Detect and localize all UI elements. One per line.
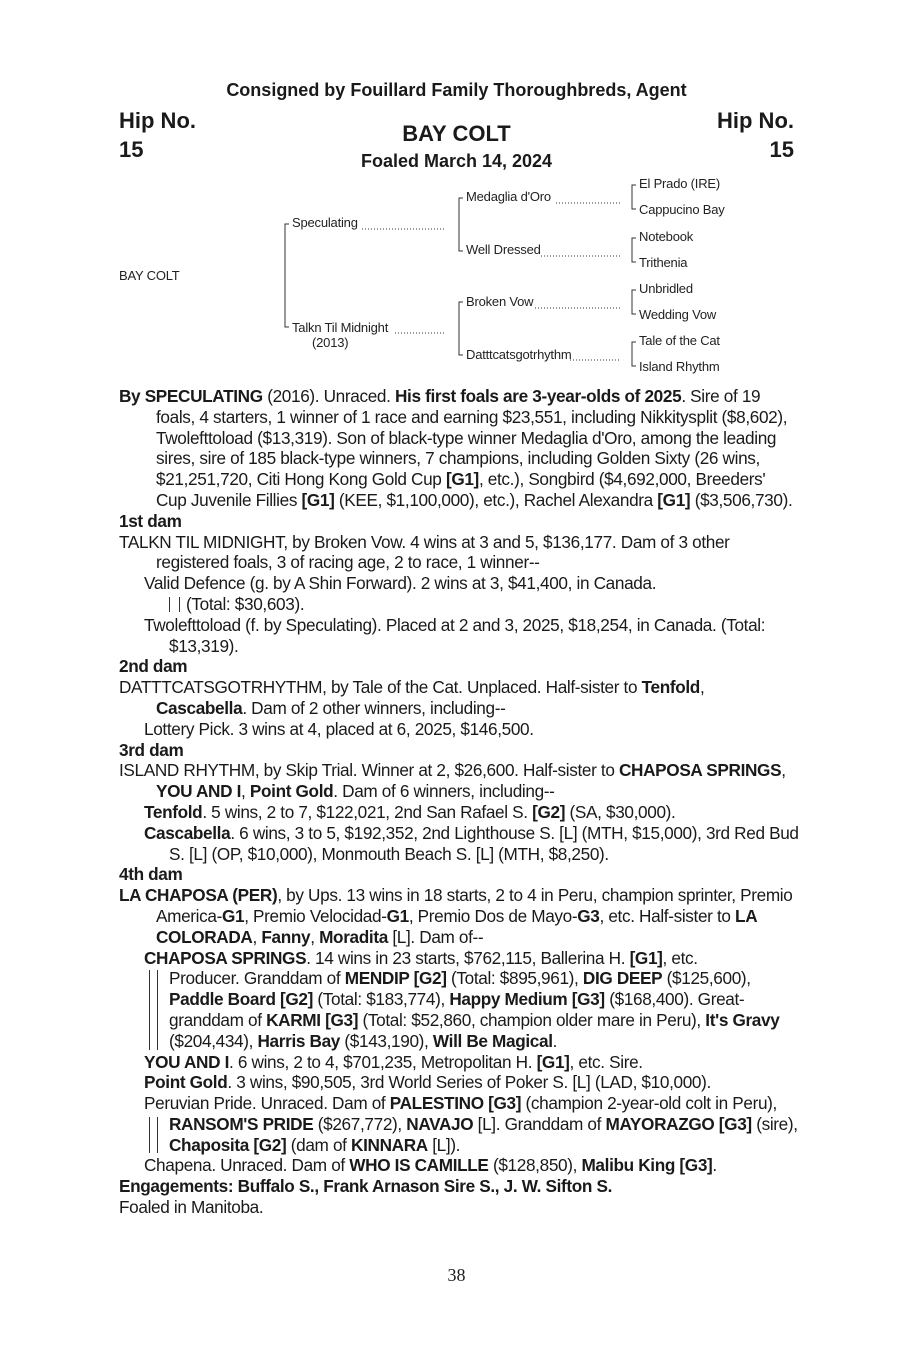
text: Harris Bay	[257, 1030, 340, 1051]
text: Tenfold	[641, 677, 700, 698]
text: Chaposita [G2]	[169, 1134, 287, 1155]
foal-entry	[119, 1093, 799, 1155]
pedigree-gen4-5: Unbridled	[639, 281, 693, 296]
text: G1	[386, 905, 409, 926]
text: His first foals are 3-year-olds of 2025	[395, 386, 682, 406]
pedigree-gen4-3: Notebook	[639, 229, 694, 244]
foaled-in-line: Foaled in Manitoba.	[119, 1197, 264, 1218]
grade: [G1]	[445, 469, 479, 490]
sire-paragraph	[119, 386, 799, 511]
third-dam-heading: 3rd dam	[119, 739, 184, 760]
text: It's Gravy	[705, 1009, 780, 1030]
text: Fanny	[261, 926, 311, 947]
text: [L]. Granddam of	[473, 1113, 606, 1134]
text: .	[712, 1155, 717, 1176]
foaled-date: Foaled March 14, 2024	[360, 151, 553, 171]
text: (Total: $895,961),	[446, 968, 583, 989]
text: (Total: $30,603).	[186, 593, 305, 614]
foal-entry	[119, 1052, 799, 1073]
text: LA CHAPOSA (PER)	[119, 885, 278, 906]
text: NAVAJO	[406, 1113, 474, 1134]
text: Chapena. Unraced. Dam of	[144, 1155, 350, 1176]
text: ($3,506,730).	[690, 489, 793, 510]
text: , Premio Velocidad-	[244, 905, 387, 926]
pedigree-gen4-8: Island Rhythm	[639, 359, 720, 374]
produce-bar	[157, 1117, 158, 1153]
text: ISLAND RHYTHM, by Skip Trial. Winner at 2, $26,600. Half-sister to	[119, 760, 619, 781]
text: . 14 wins in 23 starts, $762,115, Ballerina H.	[306, 947, 630, 968]
pedigree-dam: Talkn Til Midnight	[292, 320, 389, 335]
text: , etc. Sire.	[569, 1051, 643, 1072]
text: LA COLORADA	[156, 905, 757, 947]
text: . Dam of 6 winners, including--	[333, 781, 555, 802]
text: Point Gold	[144, 1072, 228, 1093]
text: MENDIP [G2]	[344, 968, 447, 989]
text: ($204,434),	[169, 1030, 258, 1051]
text: KINNARA	[351, 1134, 428, 1155]
text: KARMI [G3]	[266, 1009, 359, 1030]
foal-entry	[119, 802, 799, 823]
text: , by Ups. 13 wins in 18 starts, 2 to 4 in Peru, champion sprinter, Premio America-	[156, 885, 793, 926]
text: Producer. Granddam of	[169, 968, 345, 989]
text: Happy Medium [G3]	[449, 989, 605, 1010]
foal-entry	[119, 948, 799, 969]
hip-label: Hip No.	[119, 108, 196, 133]
text: Moradita	[319, 926, 388, 947]
pedigree-dam-sire: Broken Vow	[466, 294, 534, 309]
text: [L]. Dam of--	[387, 926, 484, 947]
text: G1	[221, 905, 245, 926]
text: . Sire of 19 foals, 4 starters, 1 winner of 1 race and earning $23,551, including Nikkitysplit ($8,602), Twolefttoload ($13,319). Son of black-type winner Medaglia d'Oro, among the leading sires, sire of 185 black-type winners, 7 champions, including Golden Sixty (26 wins, $21,251,720, Citi Hong Kong Gold Cup	[156, 386, 788, 490]
text: CHAPOSA SPRINGS	[144, 947, 307, 968]
text: (sire),	[751, 1113, 798, 1134]
produce-bar	[149, 1117, 150, 1153]
pedigree-brackets	[0, 0, 913, 390]
text: (champion 2-year-old colt in Peru),	[521, 1093, 777, 1114]
producer-block	[119, 968, 799, 1051]
foal-entry	[119, 1072, 799, 1093]
pedigree-gen4-6: Wedding Vow	[639, 307, 717, 322]
pedigree-subject: BAY COLT	[119, 268, 180, 283]
text: , Premio Dos de Mayo-	[408, 905, 578, 926]
text: PALESTINO [G3]	[389, 1093, 522, 1114]
text: DIG DEEP	[582, 968, 663, 989]
text: [G1]	[629, 947, 663, 968]
text: Will Be Magical	[432, 1030, 553, 1051]
produce-bar	[169, 597, 180, 612]
text: (dam of	[286, 1134, 352, 1155]
catalogue-page-body	[119, 386, 799, 1218]
text: YOU AND I	[144, 1051, 230, 1072]
text: ,	[781, 760, 786, 781]
text: Point Gold	[249, 781, 334, 802]
text: Malibu King [G3]	[581, 1155, 713, 1176]
text: , etc.), Songbird ($4,692,000, Breeders' Cup Juvenile Fillies	[156, 469, 766, 510]
text: ($267,772),	[313, 1113, 407, 1134]
foal-entry: Lottery Pick. 3 wins at 4, placed at 6, 2025, $146,500.	[144, 718, 534, 739]
consignor-line: Consigned by Fouillard Family Thoroughbreds, Agent	[226, 80, 687, 100]
hip-number: 15	[769, 137, 794, 162]
fourth-dam-heading: 4th dam	[119, 864, 183, 885]
foal-entry	[119, 823, 799, 865]
text: ($143,190),	[340, 1030, 433, 1051]
first-dam-paragraph: TALKN TIL MIDNIGHT, by Broken Vow. 4 wins at 3 and 5, $136,177. Dam of 3 other registered foals, 3 of racing age, 2 to race, 1 winner--	[119, 531, 730, 573]
text: (2016). Unraced.	[262, 386, 395, 406]
text: Cascabella	[156, 697, 243, 718]
pedigree-gen4-1: El Prado (IRE)	[639, 176, 721, 191]
grade: [G1]	[657, 489, 691, 510]
text: [G1]	[536, 1051, 570, 1072]
hip-number: 15	[119, 137, 144, 162]
text: ,	[699, 677, 705, 698]
pedigree-dam-dam: Datttcatsgotrhythm	[466, 347, 572, 362]
text: .	[552, 1030, 558, 1051]
text: ($168,400). Great-granddam of	[169, 989, 745, 1030]
hip-label: Hip No.	[717, 108, 794, 133]
pedigree-sire-dam: Well Dressed	[466, 242, 541, 257]
first-dam-heading: 1st dam	[119, 510, 182, 531]
text: . 5 wins, 2 to 7, $122,021, 2nd San Rafael S.	[202, 801, 533, 822]
text: [G2]	[532, 801, 566, 822]
peruvian-pride-block	[119, 1093, 799, 1155]
second-dam-paragraph	[119, 677, 799, 719]
text: . 3 wins, $90,505, 3rd World Series of Poker S. [L] (LAD, $10,000).	[227, 1072, 711, 1093]
text: , etc. Half-sister to	[599, 905, 736, 926]
grade: [G1]	[301, 489, 335, 510]
pedigree-sire-sire: Medaglia d'Oro	[466, 189, 551, 204]
second-dam-heading: 2nd dam	[119, 656, 188, 677]
text: ,	[241, 781, 250, 802]
pedigree-sire: Speculating	[292, 215, 358, 230]
produce-bar	[149, 970, 150, 1049]
text: (KEE, $1,100,000), etc.), Rachel Alexandra	[334, 489, 658, 510]
text: . 6 wins, 3 to 5, $192,352, 2nd Lighthouse S. [L] (MTH, $15,000), 3rd Red Bud S. [L] (OP, $10,000), Monmouth Beach S. [L] (MTH, $8,250).	[169, 822, 799, 864]
produce-bar	[157, 970, 158, 1049]
fourth-dam-paragraph	[119, 885, 799, 947]
text: , etc.	[662, 947, 698, 968]
pedigree-dam-year: (2013)	[312, 335, 349, 350]
text: ($128,850),	[488, 1155, 582, 1176]
pedigree-gen4-2: Cappucino Bay	[639, 202, 725, 217]
text: ,	[310, 926, 320, 947]
foal-entry: Twolefttoload (f. by Speculating). Placed at 2 and 3, 2025, $18,254, in Canada. (Total: $13,319).	[144, 614, 766, 656]
text: DATTTCATSGOTRHYTHM, by Tale of the Cat. Unplaced. Half-sister to	[119, 677, 642, 698]
third-dam-paragraph	[119, 760, 799, 802]
text: (Total: $52,860, champion older mare in Peru),	[358, 1009, 706, 1030]
text: Paddle Board [G2]	[169, 989, 313, 1010]
foal-entry-total	[119, 594, 799, 615]
text: WHO IS CAMILLE	[349, 1155, 489, 1176]
page-number: 38	[447, 1265, 466, 1285]
foal-entry	[119, 1155, 799, 1176]
text: [L]).	[427, 1134, 461, 1155]
text: Peruvian Pride. Unraced. Dam of	[144, 1093, 390, 1114]
foal-entry: Valid Defence (g. by A Shin Forward). 2 wins at 3, $41,400, in Canada.	[144, 573, 657, 594]
text: YOU AND I	[156, 781, 242, 802]
text: MAYORAZGO [G3]	[605, 1113, 752, 1134]
page-title: BAY COLT	[402, 121, 511, 146]
text: Cascabella	[144, 822, 231, 843]
text: RANSOM'S PRIDE	[169, 1113, 314, 1134]
text: . Dam of 2 other winners, including--	[242, 697, 506, 718]
pedigree-gen4-4: Trithenia	[639, 255, 688, 270]
text: ,	[252, 926, 262, 947]
text: G3	[577, 905, 600, 926]
text: Tenfold	[144, 801, 203, 822]
text: ($125,600),	[662, 968, 751, 989]
text: (Total: $183,774),	[313, 989, 450, 1010]
engagements-line: Engagements: Buffalo S., Frank Arnason Sire S., J. W. Sifton S.	[119, 1176, 613, 1197]
text: (SA, $30,000).	[565, 801, 676, 822]
producer-paragraph	[119, 968, 799, 1051]
sire-name: By SPECULATING	[119, 386, 263, 406]
pedigree-gen4-7: Tale of the Cat	[639, 333, 720, 348]
text: . 6 wins, 2 to 4, $701,235, Metropolitan H.	[229, 1051, 537, 1072]
text: CHAPOSA SPRINGS	[619, 760, 782, 781]
